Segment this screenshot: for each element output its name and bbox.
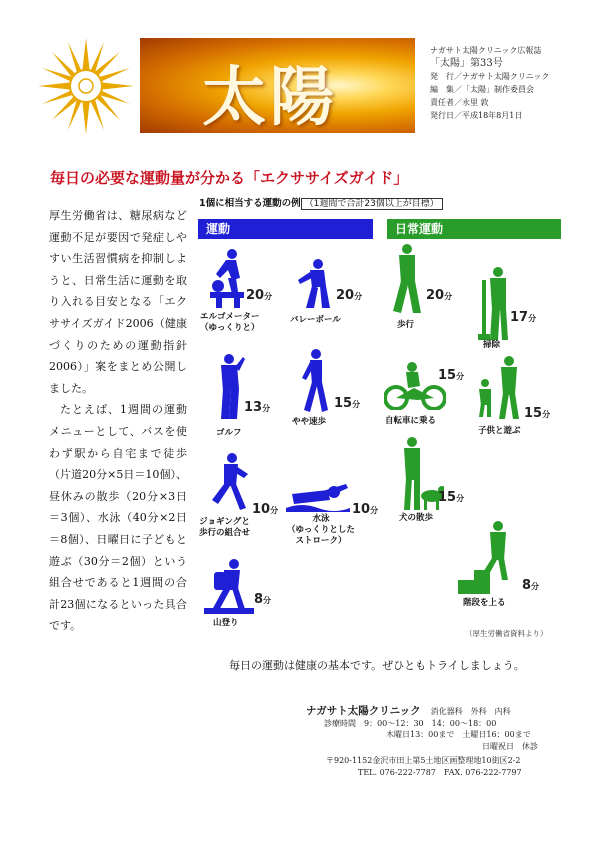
minutes-label [246,288,272,303]
minutes-value: 15 [334,396,353,411]
paragraph: 厚生労働省は、糖尿病など運動不足が要因で発症しやすい生活習慣病を抑制しようと、日常生活に運動を取り入れる目安となる「エクササイズガイド2006（健康づくりのための運動指針2006）」案をまとめ公開しました。 [49,209,187,395]
minutes-label [510,310,536,325]
minutes-label [334,396,360,411]
minutes-value: 8 [522,578,532,593]
playing-with-child-icon [477,355,525,421]
minutes-unit: 分 [456,494,465,503]
activity-name: ゴルフ [216,428,242,438]
responsible-person: 責任者／永里 敦 [430,98,489,107]
swimming-icon [286,482,350,512]
minutes-label [438,368,464,383]
golf-icon [209,353,245,421]
minutes-unit: 分 [264,292,273,301]
bicycle-icon [384,362,446,410]
closed-days: 日曜祝日 休診 [482,741,538,751]
minutes-label [524,406,550,421]
minutes-label [252,502,278,517]
minutes-value: 10 [352,502,371,517]
minutes-value: 15 [438,368,457,383]
activity-name: ジョギングと 歩行の組合せ [199,517,251,538]
clinic-hours: 9：00～12：30 14：00～18：00 [364,718,497,728]
activity-name: やや速歩 [292,417,327,427]
minutes-unit: 分 [354,292,363,301]
issue-number: 「太陽」第33号 [430,58,503,69]
activity-name: 犬の散歩 [399,513,434,523]
minutes-unit: 分 [456,372,465,381]
header-banner [140,38,415,133]
brisk-walk-icon [300,348,328,414]
cleaning-icon [478,266,512,342]
article-body [49,205,187,637]
minutes-unit: 分 [542,410,551,419]
clinic-departments: 消化器科 外科 内科 [430,707,511,716]
walking-icon [389,243,423,315]
clinic-info [306,706,564,778]
minutes-unit: 分 [262,404,271,413]
article-headline: 毎日の必要な運動量が分かる「エクササイズガイド」 [50,169,409,187]
editor: 編 集／「太陽」制作委員会 [430,85,534,94]
publisher: 発 行／ナガサト太陽クリニック [430,72,550,81]
minutes-value: 13 [244,400,263,415]
daily-activity-category-bar: 日常運動 [387,219,561,239]
minutes-unit: 分 [531,582,540,591]
minutes-unit: 分 [444,292,453,301]
clinic-name: ナガサト太陽クリニック [306,705,421,717]
activity-name: 子供と遊ぶ [478,426,521,436]
ergometer-icon [206,248,248,310]
jogging-icon [208,452,250,512]
thursday-hours: 木曜日13：00まで 土曜日16：00まで [386,730,531,739]
minutes-label [438,490,464,505]
activity-name: 山登り [213,618,239,628]
minutes-value: 17 [510,310,529,325]
minutes-label [244,400,270,415]
sun-logo-icon [36,36,136,136]
minutes-unit: 分 [352,400,361,409]
activity-name: エルゴメーター （ゆっくりと） [200,312,260,333]
issue-date: 発行日／平成18年8月1日 [430,111,523,120]
minutes-label [254,592,271,607]
activity-name: 自転車に乗る [385,416,437,426]
volleyball-icon [294,258,334,310]
minutes-value: 20 [246,288,265,303]
publication-name: ナガサト太陽クリニック広報誌 [430,46,542,55]
example-title-text: 1個に相当する運動の例 [199,198,301,209]
activity-name: 歩行 [397,320,415,330]
exercise-category-bar: 運動 [198,219,373,239]
minutes-value: 20 [336,288,355,303]
minutes-label [426,288,452,303]
closing-message: 毎日の運動は健康の基本です。ぜひともトライしましょう。 [229,659,525,672]
minutes-unit: 分 [270,506,279,515]
source-note: （厚生労働省資料より） [465,629,548,638]
minutes-unit: 分 [528,314,537,323]
minutes-unit: 分 [263,596,272,605]
activity-name: 水泳 （ゆっくりとした ストローク） [287,514,355,546]
minutes-value: 15 [438,490,457,505]
hours-label: 診療時間 [324,718,356,728]
minutes-value: 8 [254,592,264,607]
hiking-icon [204,558,254,614]
activity-name: 階段を上る [463,598,506,608]
weekly-goal-note: （1週間で合計23個以上が目標） [301,198,443,210]
minutes-value: 15 [524,406,543,421]
stairs-icon [458,520,520,594]
minutes-value: 10 [252,502,271,517]
activity-name: バレーボール [290,315,341,325]
minutes-label [336,288,362,303]
paragraph: たとえば、1週間の運動メニューとして、バスを使わず駅から自宅まで徒歩（片道20分×5日＝10個）、昼休みの散歩（20分×3日＝3個）、水泳（40分×2日＝8個）、日曜日に子どもと遊ぶ（30分＝2個）という組合せであると1週間の合計23個になるといった具合です。 [49,403,187,633]
minutes-label [352,502,378,517]
clinic-address: 〒920-1152金沢市田上第5土地区画整理地10街区2-2 [326,756,521,765]
clinic-phone: TEL. 076-222-7787 FAX. 076-222-7797 [358,767,522,777]
minutes-unit: 分 [370,506,379,515]
minutes-value: 20 [426,288,445,303]
publication-info [430,44,549,122]
example-title [199,195,443,209]
activity-name: 掃除 [483,340,501,350]
minutes-label [522,578,539,593]
banner-title: 太陽 [202,61,338,135]
